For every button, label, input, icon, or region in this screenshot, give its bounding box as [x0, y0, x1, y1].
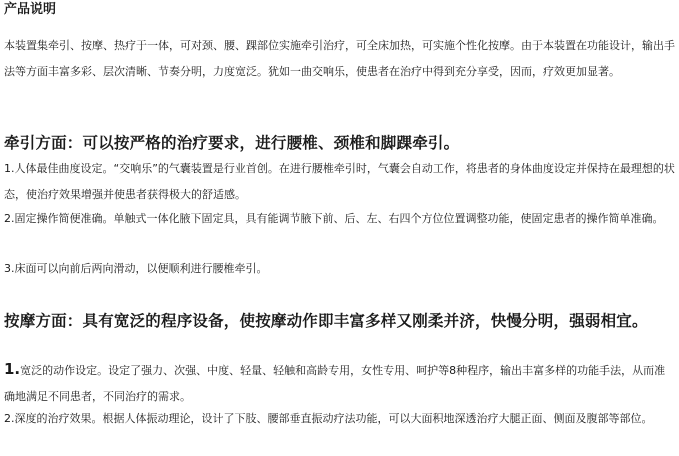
massage-item-1-number: 1.	[4, 360, 21, 378]
traction-item-1: 1.人体最佳曲度设定。“交响乐”的气囊装置是行业首创。在进行腰椎牵引时，气囊会自动工作，将患者的身体曲度设定并保持在最理想的状态，使治疗效果增强并使患者获得极大的舒适感。	[4, 162, 675, 201]
massage-heading: 按摩方面：具有宽泛的程序设备，使按摩动作即丰富多样又刚柔并济，快慢分明，强弱相宜。	[4, 311, 648, 330]
page-title: 产品说明	[4, 2, 57, 17]
massage-item-1-text: 宽泛的动作设定。设定了强力、次强、中度、轻量、轻触和高龄专用，女性专用、呵护等8种程序，输出丰富多样的功能手法，从而准确地满足不同患者，不同治疗的需求。	[4, 364, 666, 403]
massage-item-1	[4, 356, 676, 410]
traction-item-2: 2.固定操作简便准确。单触式一体化腋下固定具，具有能调节腋下前、后、左、右四个方位位置调整功能，使固定患者的操作简单准确。	[4, 212, 664, 225]
intro-paragraph: 本装置集牵引、按摩、热疗于一体，可对颈、腰、踝部位实施牵引治疗，可全床加热，可实施个性化按摩。由于本装置在功能设计，输出手法等方面丰富多彩、层次清晰、节奏分明，力度宽泛。犹如一曲交响乐，使患者在治疗中得到充分享受，因而，疗效更加显著。	[4, 39, 675, 78]
traction-item-3: 3.床面可以向前后两向滑动，以便顺利进行腰椎牵引。	[4, 262, 268, 275]
massage-item-2: 2.深度的治疗效果。根据人体振动理论，设计了下肢、腰部垂直振动疗法功能，可以大面积地深透治疗大腿正面、侧面及腹部等部位。	[4, 412, 653, 425]
traction-heading: 牵引方面：可以按严格的治疗要求，进行腰椎、颈椎和脚踝牵引。	[4, 133, 460, 152]
